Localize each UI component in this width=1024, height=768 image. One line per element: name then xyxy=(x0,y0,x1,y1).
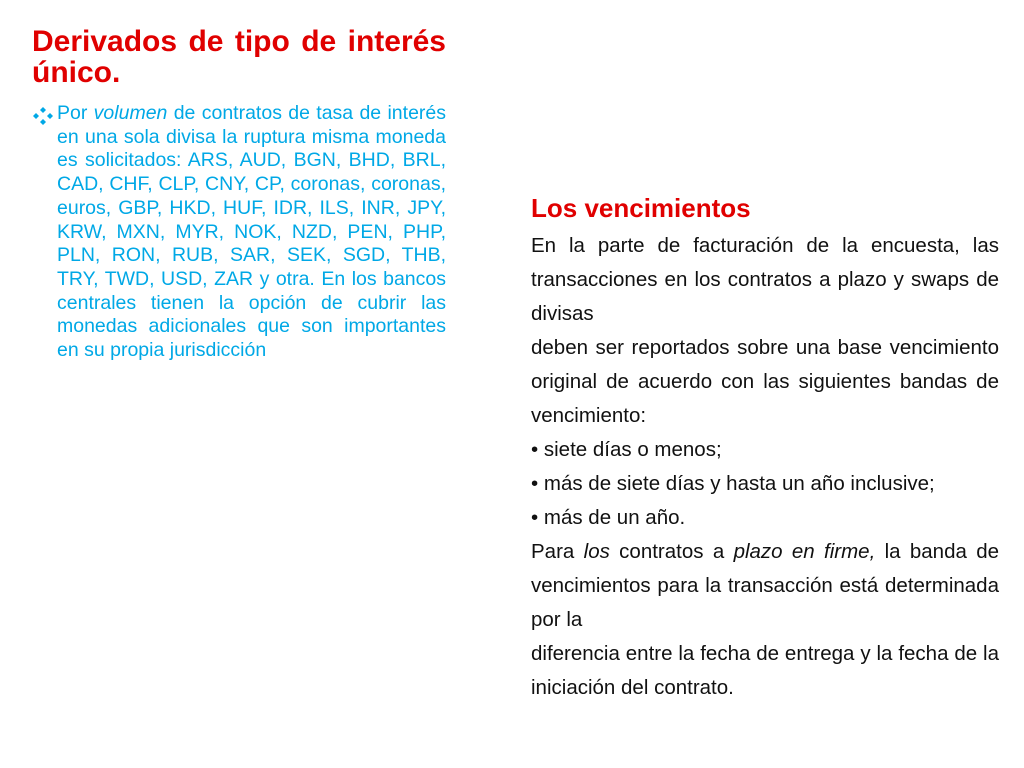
p3-part: la banda de vencimientos para la transacción está determinada por la xyxy=(531,540,1000,631)
p3-part: contratos a xyxy=(609,540,734,563)
paragraph-forward-contracts xyxy=(531,535,999,637)
maturity-band-item: • más de siete días y hasta un año inclusive; xyxy=(531,472,935,495)
bullet-intro: Por xyxy=(57,102,94,124)
left-column xyxy=(32,26,446,363)
p3-part-italic: plazo en firme, xyxy=(733,540,876,563)
bullet-emphasis: volumen xyxy=(93,102,168,124)
paragraph-maturity-basis: deben ser reportados sobre una base vencimiento original de acuerdo con las siguientes bandas de vencimiento: xyxy=(531,336,999,427)
currency-bullet-text xyxy=(57,102,446,363)
p3-part-italic: los xyxy=(583,540,610,563)
currency-bullet xyxy=(32,102,446,363)
left-title: Derivados de tipo de interés único. xyxy=(32,25,446,89)
paragraph-reporting: En la parte de facturación de la encuesta, las transacciones en los contratos a plazo y swaps de divisas xyxy=(531,234,999,325)
diamond-bullet-icon xyxy=(32,106,54,126)
right-title: Los vencimientos xyxy=(531,193,751,223)
maturity-band-item: • más de un año. xyxy=(531,506,686,529)
paragraph-date-difference: diferencia entre la fecha de entrega y la fecha de la iniciación del contrato. xyxy=(531,642,999,699)
right-column xyxy=(531,190,999,705)
p3-part: Para xyxy=(531,540,584,563)
bullet-rest: de contratos de tasa de interés en una sola divisa la ruptura misma moneda es solicitados: ARS, AUD, BGN, BHD, BRL, CAD, CHF, CLP, CNY, CP, coronas, coronas, euros, GBP, HKD, HUF, IDR, ILS, INR, JPY, KRW, MXN, MYR, NOK, NZD, PEN, PHP, PLN, RON, RUB, SAR, SEK, SGD, THB, TRY, TWD, USD, ZAR y otra. En los bancos centrales tienen la opción de cubrir las monedas adicionales que son importantes en su propia jurisdicción xyxy=(57,102,446,362)
maturity-band-item: • siete días o menos; xyxy=(531,438,722,461)
